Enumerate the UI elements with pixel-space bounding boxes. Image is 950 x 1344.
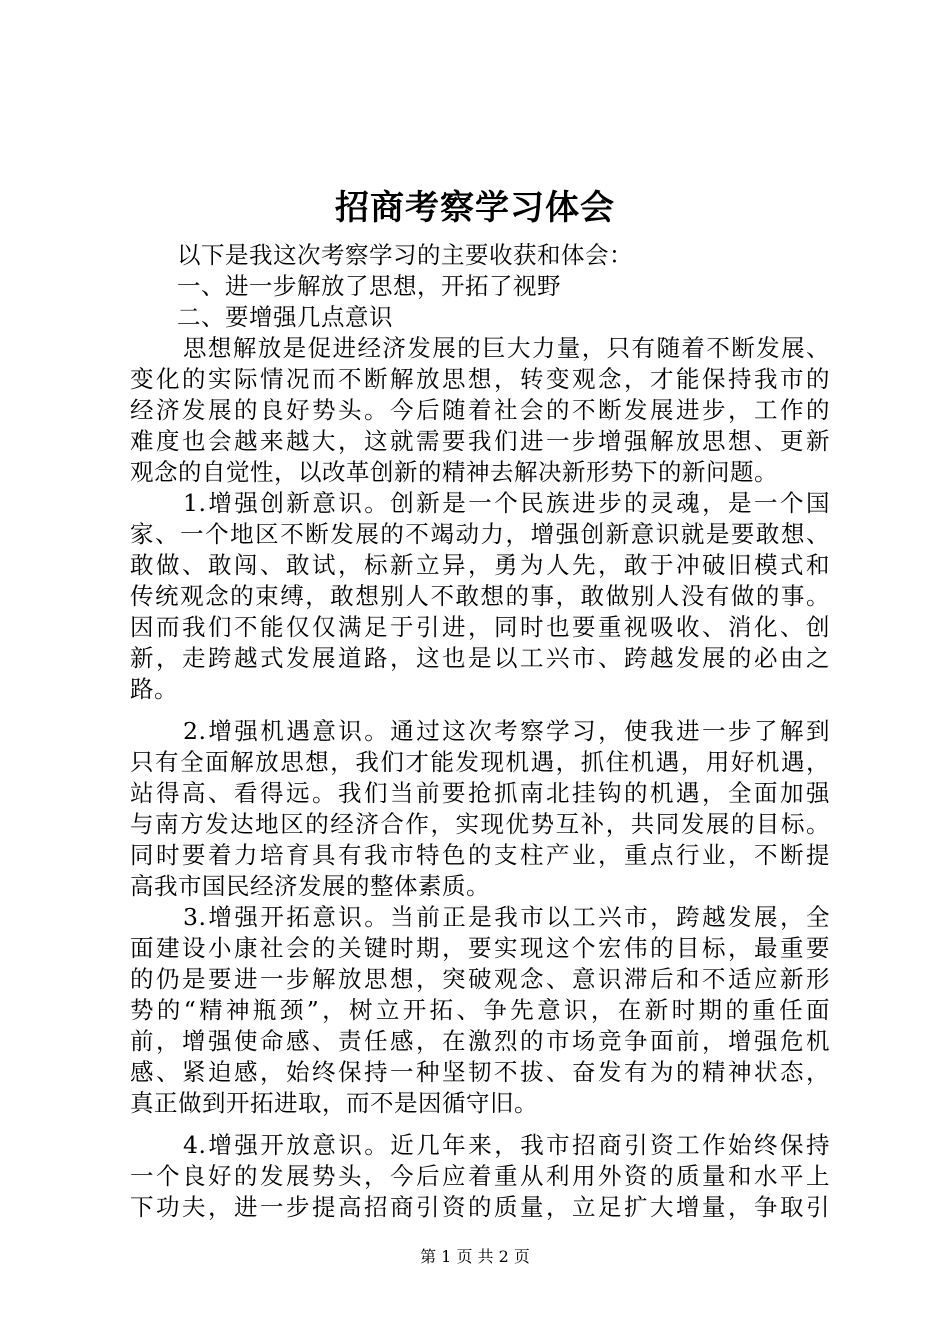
body-line: 高我市国民经济发展的整体素质。 — [130, 872, 490, 900]
paragraph-gap — [130, 705, 830, 716]
body-line: 站得高、看得远。我们当前要抢抓南北挂钩的机遇，全面加强 — [130, 779, 830, 807]
body-line: 1.增强创新意识。创新是一个民族进步的灵魂，是一个国 — [183, 489, 830, 517]
body-line: 敢做、敢闯、敢试，标新立异，勇为人先，敢于冲破旧模式和 — [130, 551, 830, 579]
body-line: 二、要增强几点意识 — [177, 303, 393, 331]
body-line: 2.增强机遇意识。通过这次考察学习，使我进一步了解到 — [183, 717, 830, 745]
body-line: 真正做到开拓进取，而不是因循守旧。 — [130, 1089, 538, 1117]
body-line: 3.增强开拓意识。当前正是我市以工兴市，跨越发展，全 — [183, 903, 830, 931]
body-line: 只有全面解放思想，我们才能发现机遇，抓住机遇，用好机遇， — [130, 748, 830, 776]
body-line: 家、一个地区不断发展的不竭动力，增强创新意识就是要敢想、 — [130, 520, 830, 548]
body-line: 下功夫，进一步提高招商引资的质量，立足扩大增量，争取引 — [130, 1193, 830, 1221]
body-line: 思想解放是促进经济发展的巨大力量，只有随着不断发展、 — [183, 334, 830, 362]
body-line: 传统观念的束缚，敢想别人不敢想的事，敢做别人没有做的事。 — [130, 582, 830, 610]
body-line: 前，增强使命感、责任感，在激烈的市场竞争面前，增强危机 — [130, 1027, 830, 1055]
body-line: 一、进一步解放了思想，开拓了视野 — [177, 272, 561, 300]
body-line: 感、紧迫感，始终保持一种坚韧不拔、奋发有为的精神状态， — [130, 1058, 830, 1086]
paragraph-gap — [130, 1119, 830, 1130]
body-line: 势的“精神瓶颈”，树立开拓、争先意识，在新时期的重任面 — [130, 996, 830, 1024]
body-line: 同时要着力培育具有我市特色的支柱产业，重点行业，不断提 — [130, 841, 830, 869]
page-footer: 第 1 页 共 2 页 — [420, 1247, 530, 1266]
document-body — [130, 240, 830, 1223]
document-title: 招商考察学习体会 — [335, 188, 615, 228]
body-line: 变化的实际情况而不断解放思想，转变观念，才能保持我市的 — [130, 365, 830, 393]
body-line: 观念的自觉性，以改革创新的精神去解决新形势下的新问题。 — [130, 458, 778, 486]
body-line: 面建设小康社会的关键时期，要实现这个宏伟的目标，最重要 — [130, 934, 830, 962]
body-line: 的仍是要进一步解放思想，突破观念、意识滞后和不适应新形 — [130, 965, 830, 993]
body-line: 与南方发达地区的经济合作，实现优势互补，共同发展的目标。 — [130, 810, 830, 838]
body-line: 路。 — [130, 675, 178, 703]
body-line: 新，走跨越式发展道路，这也是以工兴市、跨越发展的必由之 — [130, 644, 830, 672]
body-line: 因而我们不能仅仅满足于引进，同时也要重视吸收、消化、创 — [130, 613, 830, 641]
body-line: 经济发展的良好势头。今后随着社会的不断发展进步，工作的 — [130, 396, 830, 424]
body-line: 一个良好的发展势头，今后应着重从利用外资的质量和水平上 — [130, 1162, 830, 1190]
body-line: 4.增强开放意识。近几年来，我市招商引资工作始终保持 — [183, 1131, 830, 1159]
body-line: 以下是我这次考察学习的主要收获和体会： — [177, 241, 633, 269]
body-line: 难度也会越来越大，这就需要我们进一步增强解放思想、更新 — [130, 427, 830, 455]
